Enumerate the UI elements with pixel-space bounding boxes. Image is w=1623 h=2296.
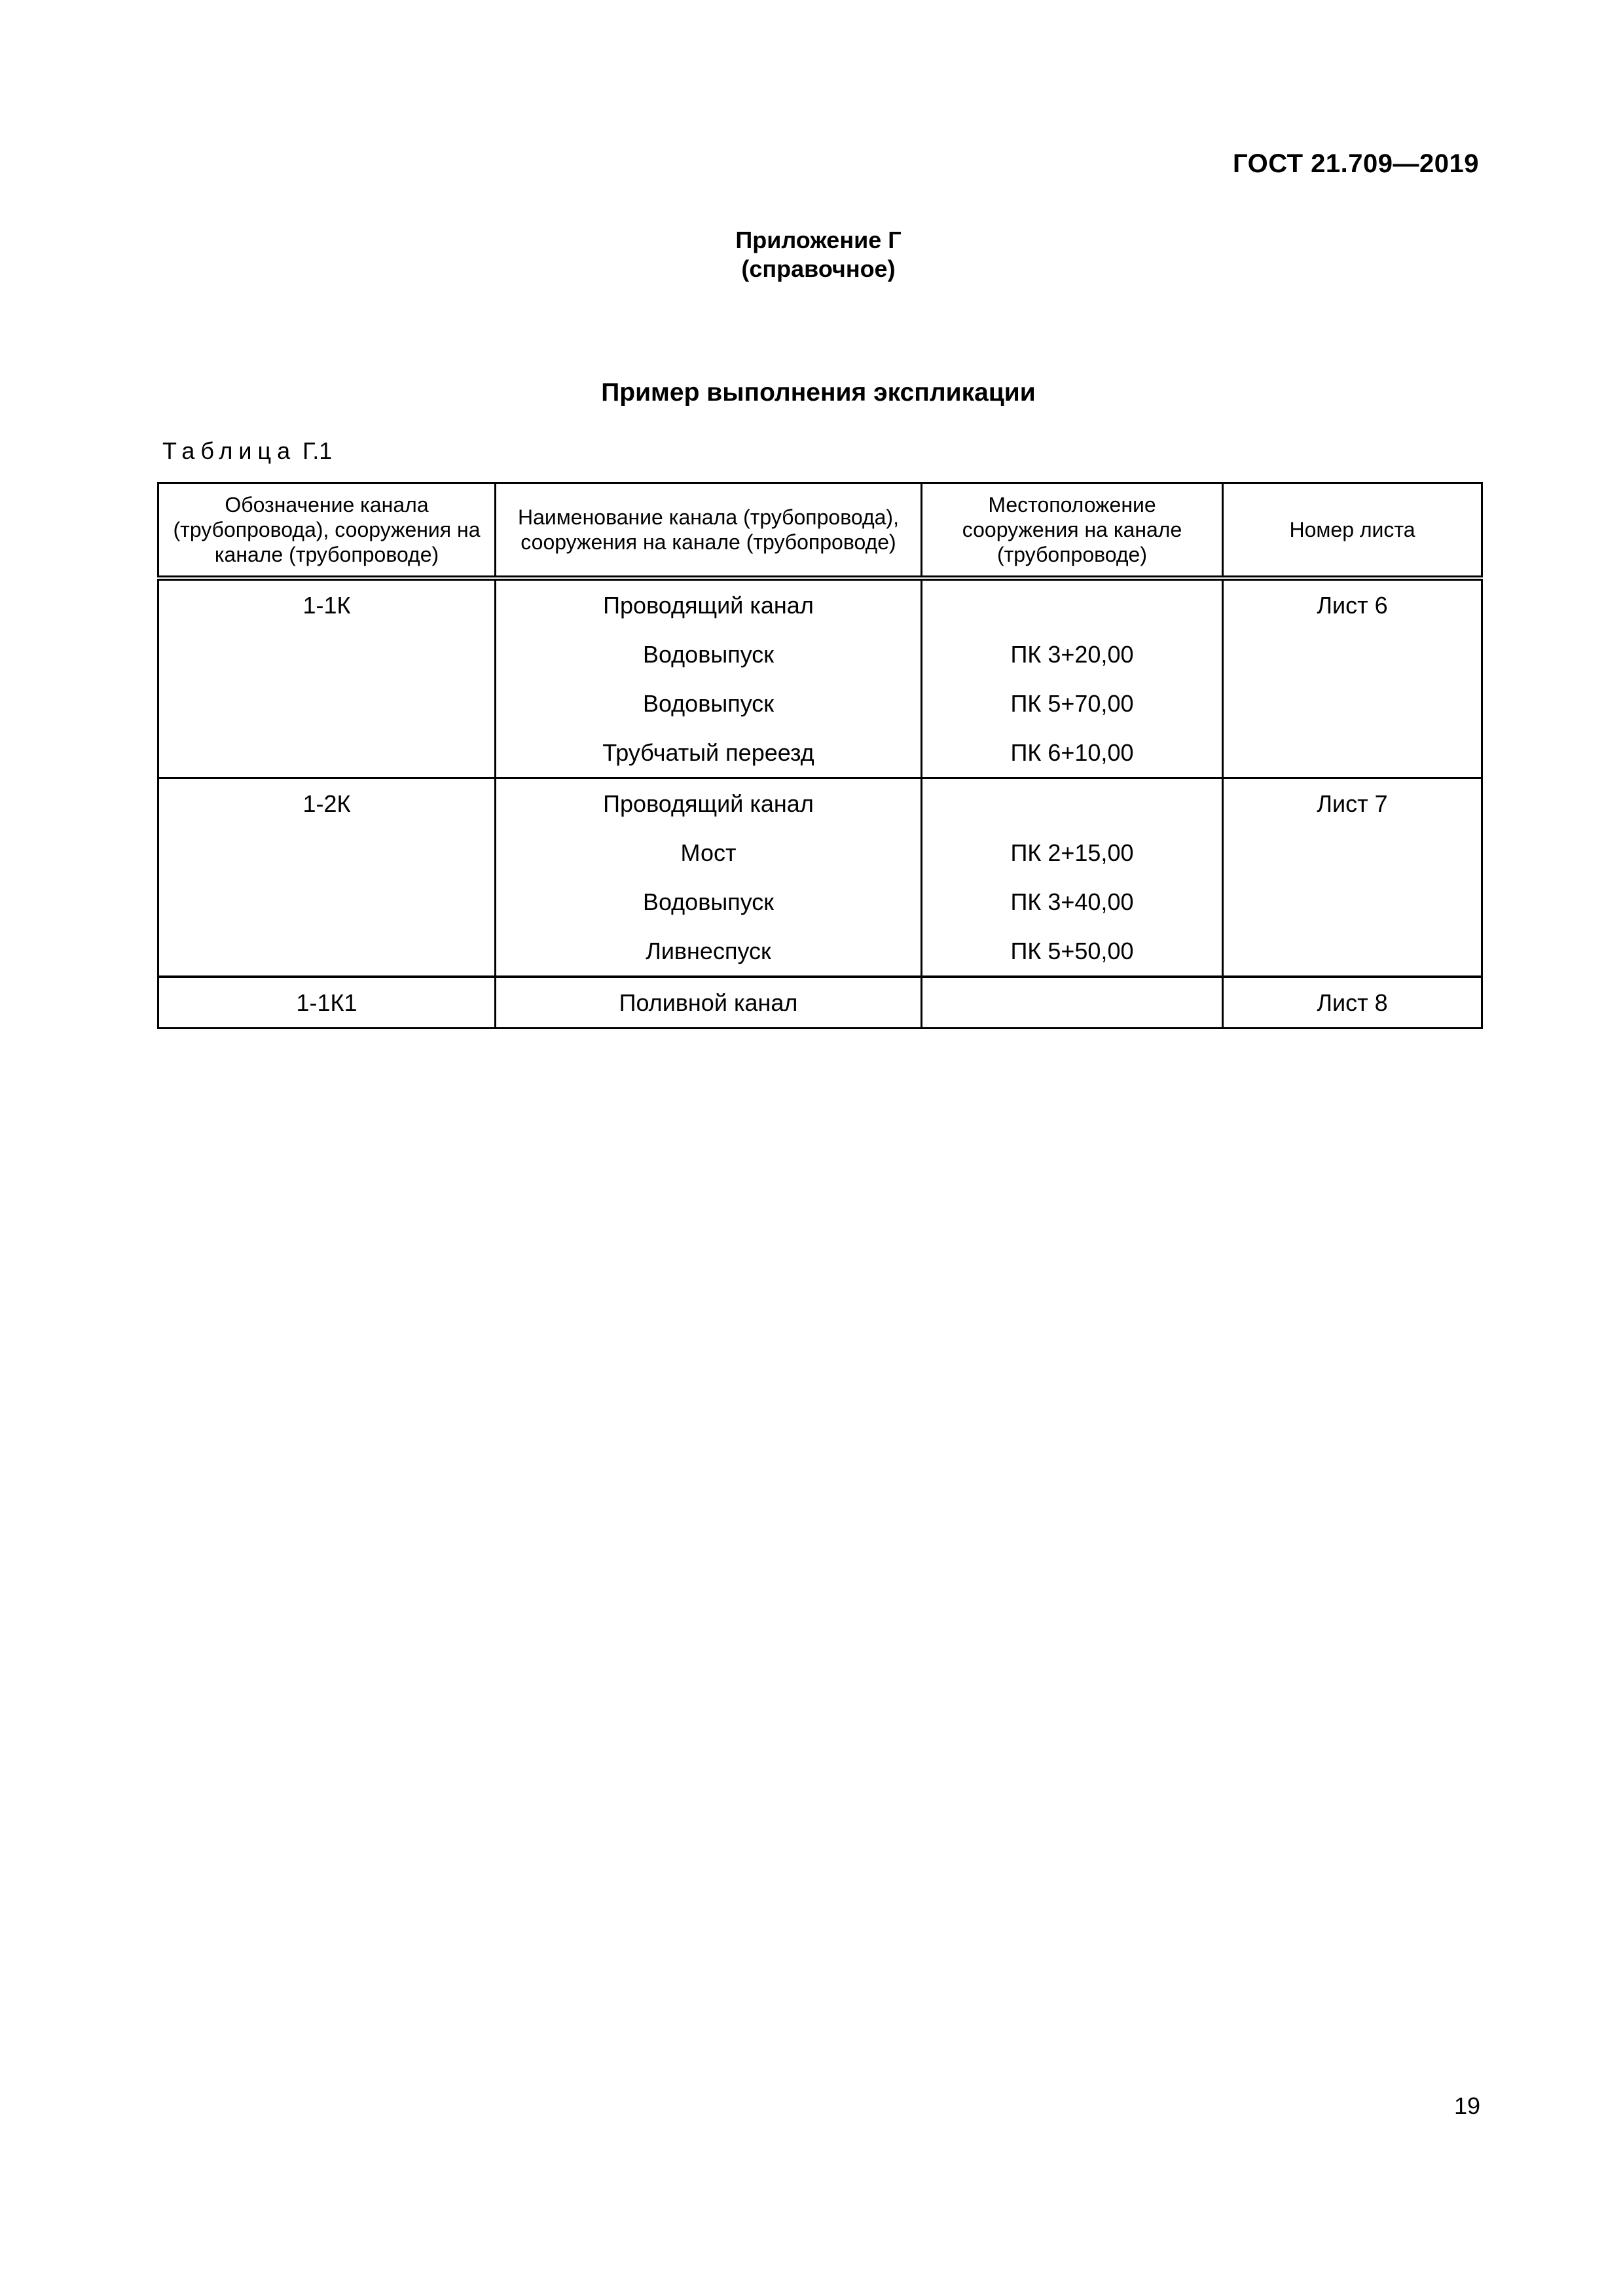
cell-sheet: Лист 7: [1223, 778, 1482, 829]
cell-designation: [158, 926, 496, 977]
table-row: [158, 977, 1482, 1029]
cell-sheet: [1223, 877, 1482, 926]
explication-table: [157, 482, 1483, 1029]
cell-location: ПК 5+50,00: [922, 926, 1223, 977]
cell-name: Трубчатый переезд: [496, 728, 922, 778]
header-location: Местоположение сооружения на канале (трубопроводе): [922, 483, 1223, 579]
cell-location: [922, 578, 1223, 630]
document-code: ГОСТ 21.709—2019: [1232, 149, 1479, 178]
header-name: Наименование канала (трубопровода), сооружения на канале (трубопроводе): [496, 483, 922, 579]
cell-name: Водовыпуск: [496, 630, 922, 679]
cell-designation: [158, 828, 496, 877]
cell-designation: [158, 728, 496, 778]
cell-location: ПК 2+15,00: [922, 828, 1223, 877]
cell-designation: [158, 679, 496, 728]
cell-location: ПК 3+40,00: [922, 877, 1223, 926]
cell-name: Водовыпуск: [496, 877, 922, 926]
cell-designation: 1-2К: [158, 778, 496, 829]
page-number: 19: [1453, 2092, 1480, 2119]
cell-location: [922, 977, 1223, 1029]
cell-name: Водовыпуск: [496, 679, 922, 728]
table-row: [158, 679, 1482, 728]
cell-name: Ливнеспуск: [496, 926, 922, 977]
table-row: [158, 578, 1482, 630]
cell-designation: [158, 877, 496, 926]
appendix-subtitle: (справочное): [741, 255, 896, 282]
table-header-row: [158, 483, 1482, 579]
section-title: Пример выполнения экспликации: [601, 378, 1036, 407]
cell-designation: [158, 630, 496, 679]
table-caption: [162, 437, 332, 465]
cell-location: [922, 778, 1223, 829]
cell-sheet: [1223, 630, 1482, 679]
header-designation: Обозначение канала (трубопровода), сооружения на канале (трубопроводе): [158, 483, 496, 579]
cell-location: ПК 6+10,00: [922, 728, 1223, 778]
table-row: [158, 926, 1482, 977]
cell-sheet: [1223, 828, 1482, 877]
appendix-heading: [157, 226, 1480, 283]
cell-name: Проводящий канал: [496, 778, 922, 829]
cell-designation: 1-1К: [158, 578, 496, 630]
cell-sheet: [1223, 728, 1482, 778]
table-row: [158, 630, 1482, 679]
cell-designation: 1-1К1: [158, 977, 496, 1029]
cell-sheet: [1223, 679, 1482, 728]
table-row: [158, 828, 1482, 877]
cell-name: Поливной канал: [496, 977, 922, 1029]
cell-sheet: Лист 6: [1223, 578, 1482, 630]
cell-sheet: Лист 8: [1223, 977, 1482, 1029]
table-caption-word: Таблица: [162, 437, 297, 464]
cell-location: ПК 3+20,00: [922, 630, 1223, 679]
table-row: [158, 728, 1482, 778]
cell-sheet: [1223, 926, 1482, 977]
table-row: [158, 778, 1482, 829]
cell-name: Мост: [496, 828, 922, 877]
header-sheet-number: Номер листа: [1223, 483, 1482, 579]
cell-location: ПК 5+70,00: [922, 679, 1223, 728]
table-caption-number: Г.1: [302, 437, 333, 464]
table-row: [158, 877, 1482, 926]
cell-name: Проводящий канал: [496, 578, 922, 630]
appendix-title: Приложение Г: [735, 227, 902, 253]
